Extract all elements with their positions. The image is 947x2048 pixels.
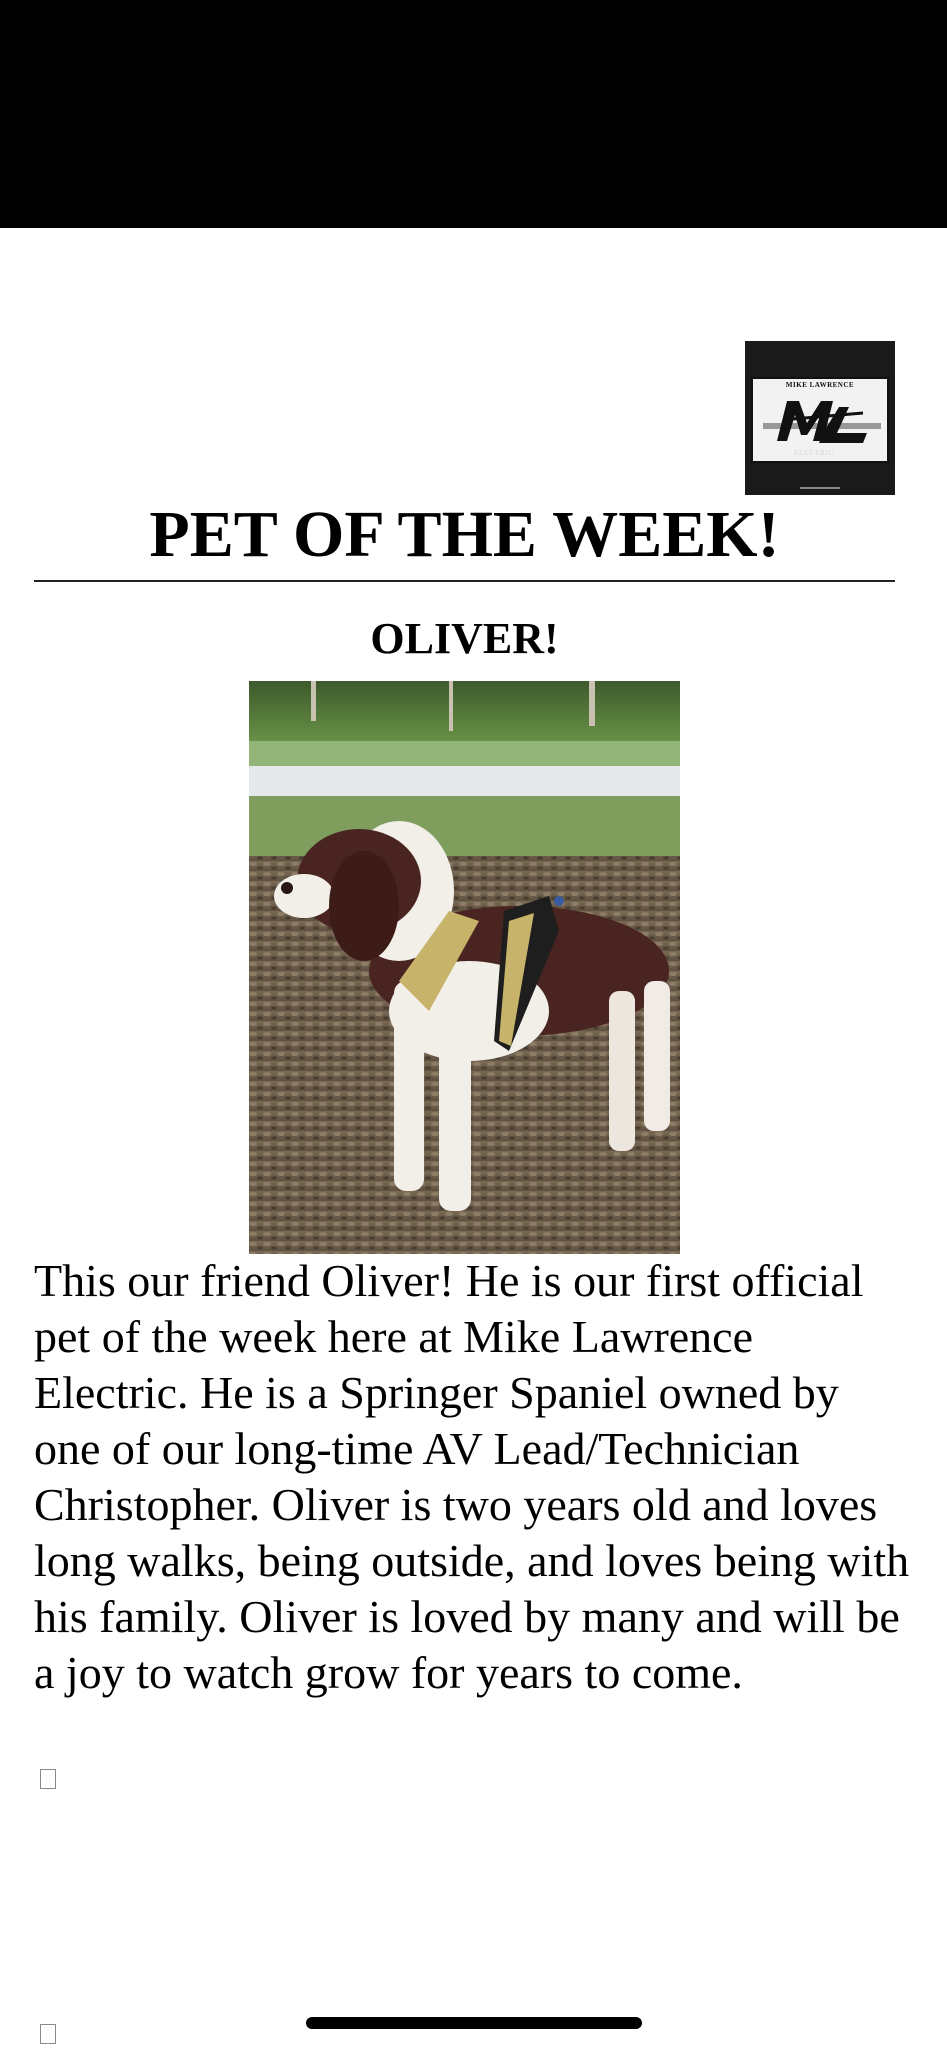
logo-underline	[800, 487, 840, 489]
headline-divider	[34, 580, 895, 582]
missing-glyph-icon	[40, 1769, 56, 1789]
pet-photo	[249, 681, 680, 1254]
logo-monogram-icon	[763, 393, 881, 455]
top-black-bar	[0, 0, 947, 228]
pet-description: This our friend Oliver! He is our first official pet of the week here at Mike Lawrence Electric. He is a Springer Spaniel owned by one of our long-time AV Lead/Technician Christopher. Oliver is two years old and loves long walks, being outside, and loves being with his family. Oliver is loved by many and will be a joy to watch grow for years to come.	[34, 1255, 910, 1698]
logo-top-text: MIKE LAWRENCE	[785, 381, 855, 389]
page-headline: PET OF THE WEEK!	[149, 498, 780, 571]
missing-glyph-icon	[40, 2024, 56, 2044]
company-logo	[745, 341, 895, 495]
logo-bottom-text: ELECTRIC	[793, 449, 835, 457]
home-indicator[interactable]	[306, 2017, 642, 2029]
pet-name-heading: OLIVER!	[370, 614, 559, 663]
